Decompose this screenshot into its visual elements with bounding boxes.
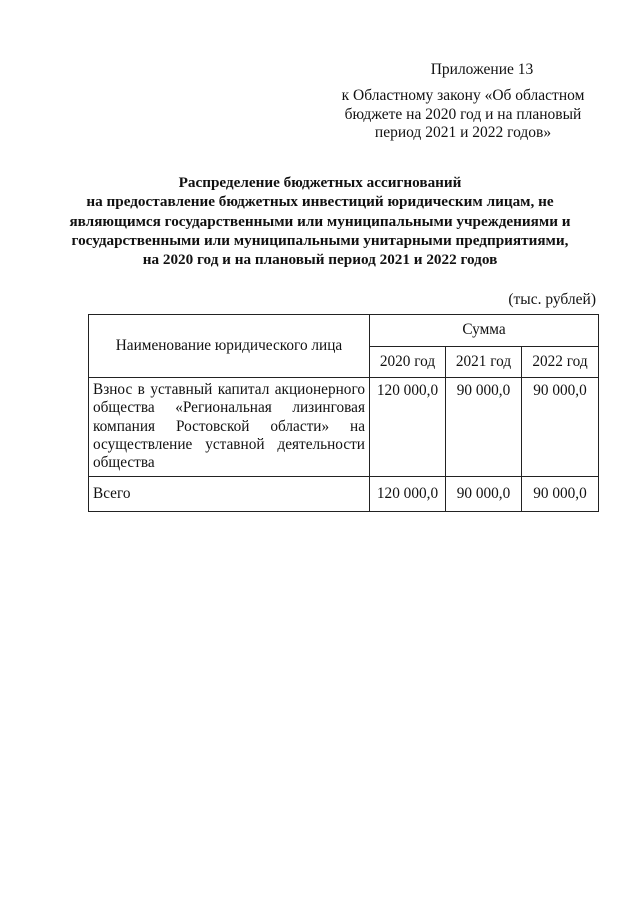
appendix-reference-line: к Областному закону «Об областном [341,87,585,104]
column-header-year: 2022 год [522,346,599,378]
total-value-cell: 120 000,0 [370,477,446,512]
document-heading [40,173,600,269]
appendix-reference-line: период 2021 и 2022 годов» [374,124,552,141]
heading-line: являющимся государственными или муниципальными учреждениями и [69,212,571,230]
value-cell: 90 000,0 [446,378,522,477]
appendix-reference [330,87,596,143]
table-total-row [89,477,599,512]
heading-line: на предоставление бюджетных инвестиций юридическим лицам, не [86,193,554,211]
appendix-reference-line: бюджете на 2020 год и на плановый [344,105,582,123]
column-header-name: Наименование юридического лица [89,315,370,378]
value-cell: 90 000,0 [522,378,599,477]
table-row [89,378,599,477]
total-value-cell: 90 000,0 [522,477,599,512]
value-cell: 120 000,0 [370,378,446,477]
column-header-year: 2021 год [446,346,522,378]
table-header-row [89,315,599,347]
heading-line: на 2020 год и на плановый период 2021 и 2022 годов [142,251,498,269]
total-value-cell: 90 000,0 [446,477,522,512]
allocation-table [88,314,599,512]
column-header-sum: Сумма [370,315,599,347]
heading-line: государственными или муниципальными унитарными предприятиями, [71,231,569,249]
row-name-cell: Взнос в уставный капитал акционерного общества «Региональная лизинговая компания Ростовской области» на осуществление уставной деятельности общества [89,378,370,477]
column-header-year: 2020 год [370,346,446,378]
appendix-title: Приложение 13 [430,61,534,78]
total-label-cell: Всего [89,477,370,512]
units-label: (тыс. рублей) [508,291,596,308]
heading-line: Распределение бюджетных ассигнований [178,174,462,191]
